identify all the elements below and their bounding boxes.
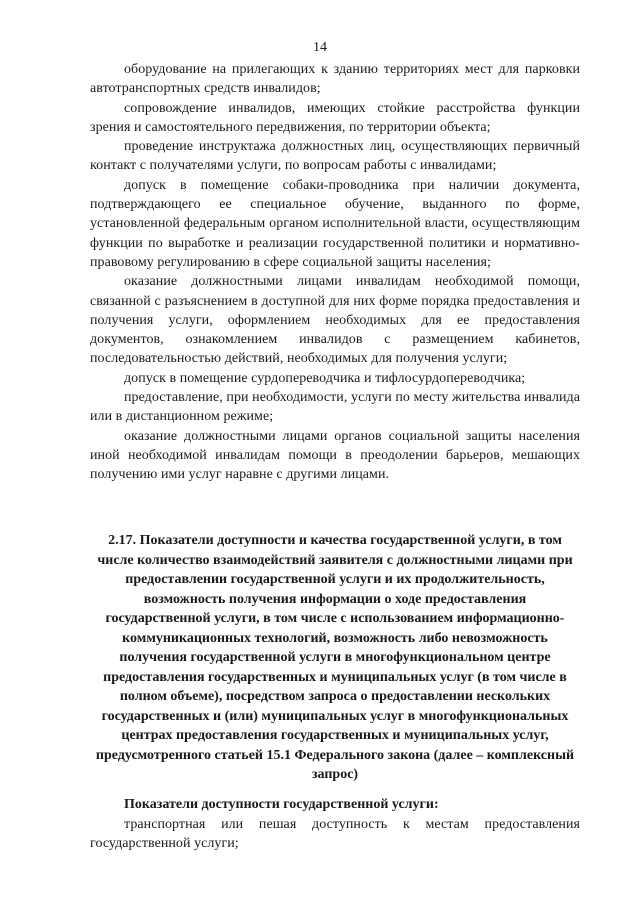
paragraph-parking: оборудование на прилегающих к зданию территориях мест для парковки автотранспортных средств инвалидов; (90, 62, 580, 97)
paragraph-assistance: оказание должностными лицами инвалидам необходимой помощи, связанной с разъяснением в доступной для них форме порядка предоставления и получения услуги, оформлением необходимых для ее предоставления документов, ознакомлением инвалидов с размещением кабинетов, последовательностью действий, необходимых для получения услуги; (90, 274, 580, 367)
tail-text (90, 815, 580, 854)
paragraph-briefing: проведение инструктажа должностных лиц, осуществляющих первичный контакт с получателями услуги, по вопросам работы с инвалидами; (90, 139, 580, 174)
paragraph-other-help: оказание должностными лицами органов социальной защиты населения иной необходимой инвалидам помощи в преодолении барьеров, мешающих получению ими услуг наравне с другими лицами. (90, 428, 580, 483)
paragraph-escort: сопровождение инвалидов, имеющих стойкие расстройства функции зрения и самостоятельного передвижения, по территории объекта; (90, 100, 580, 135)
paragraph-interpreter: допуск в помещение сурдопереводчика и тифлосурдопереводчика; (124, 370, 526, 386)
body-text (90, 60, 580, 485)
paragraph-guide-dog: допуск в помещение собаки-проводника при наличии документа, подтверждающего ее специальное обучение, выданного по форме, установленной федеральным органом исполнительной власти, осуществляющим функции по выработке и реализации государственной политики и нормативно-правовому регулированию в сфере социальной защиты населения; (90, 177, 580, 270)
subheading: Показатели доступности государственной услуги: (124, 797, 439, 812)
paragraph-remote-service: предоставление, при необходимости, услуги по месту жительства инвалида или в дистанционном режиме; (90, 390, 580, 425)
section-heading: 2.17. Показатели доступности и качества государственной услуги, в том числе количество взаимодействий заявителя с должностными лицами при предоставлении государственной услуги и их продолжительность, возможность получения информации о ходе предоставления государственной услуги, в том числе с использованием информационно-коммуникационных технологий, возможность либо невозможность получения государственной услуги в многофункциональном центре предоставления государственных и муниципальных услуг (в том числе в полном объеме), посредством запроса о предоставлении нескольких государственных и (или) муниципальных услуг в многофункциональных центрах предоставления государственных и муниципальных услуг, предусмотренного статьей 15.1 Федерального закона (далее – комплексный запрос) (95, 533, 575, 782)
paragraph-transport-access: транспортная или пешая доступность к местам предоставления государственной услуги; (90, 817, 580, 852)
page-number: 14 (313, 40, 327, 55)
